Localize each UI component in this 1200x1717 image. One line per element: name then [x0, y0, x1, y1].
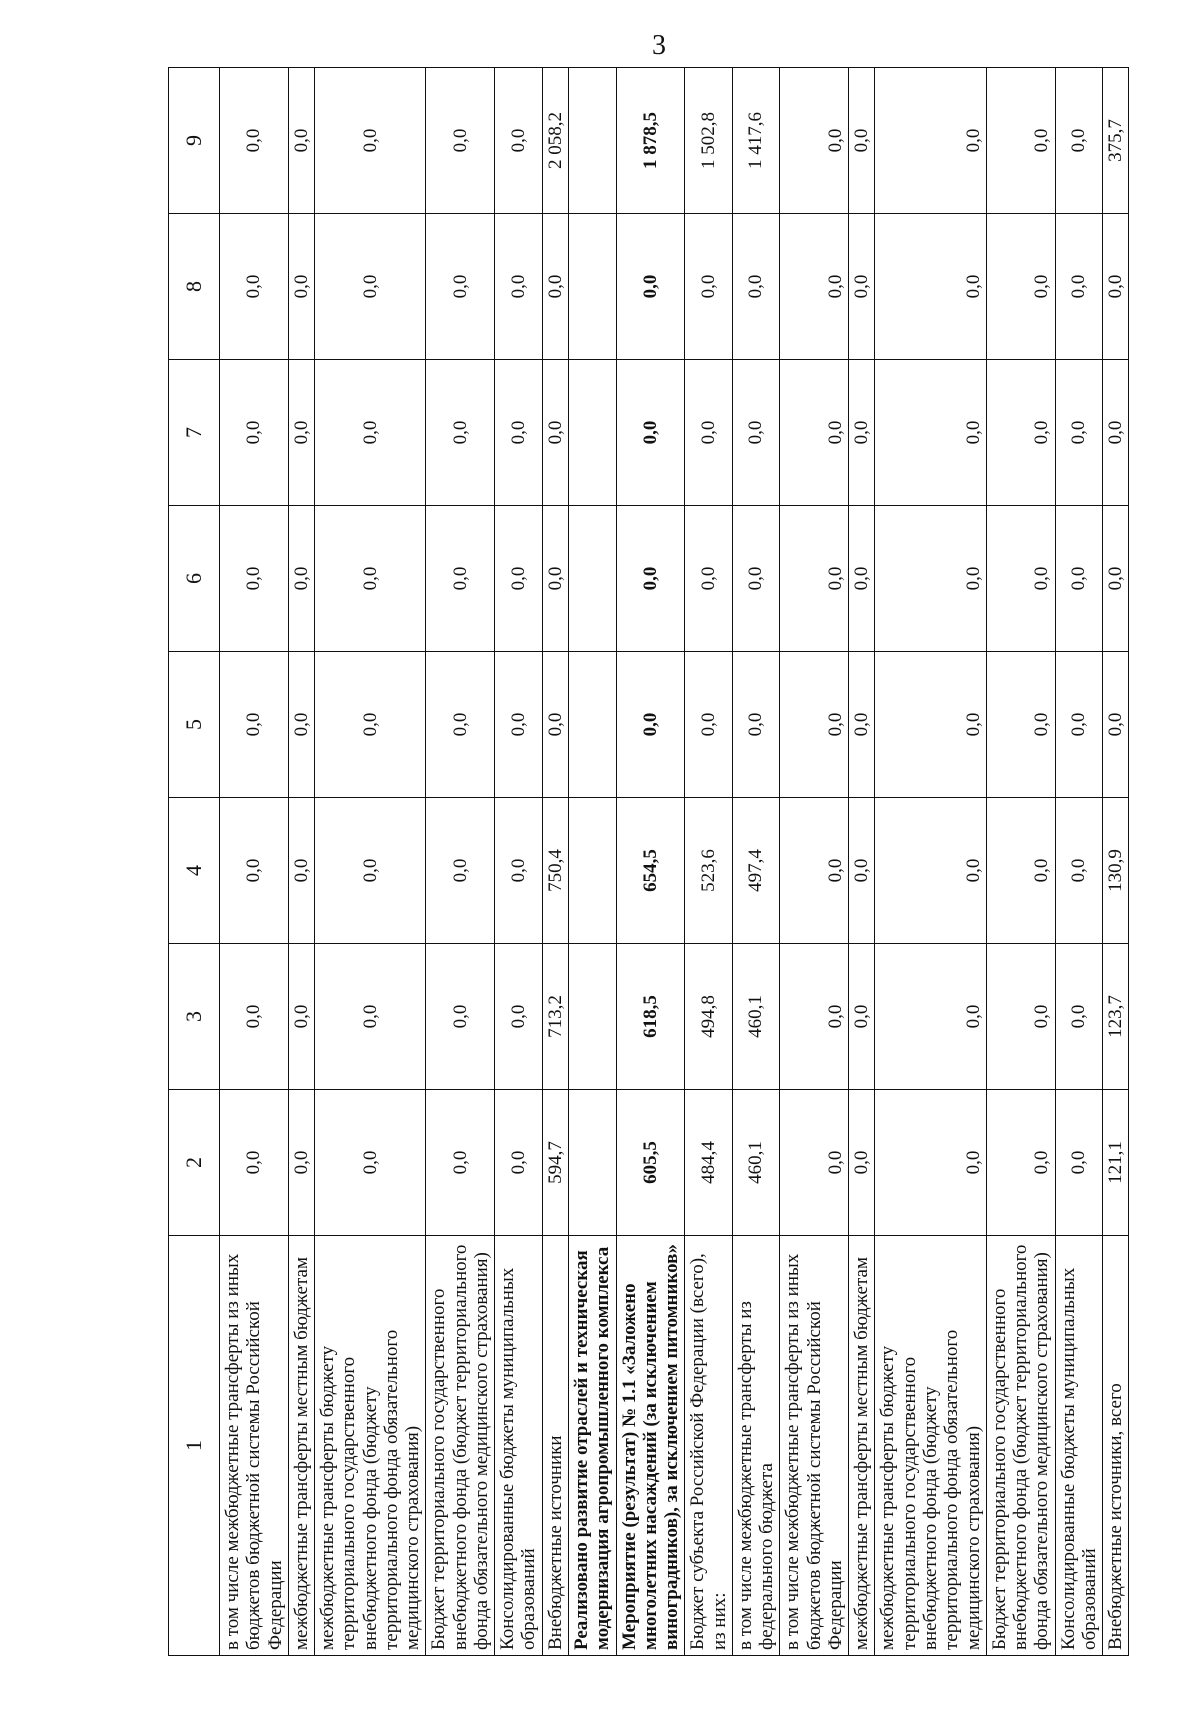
table-cell: 0,0 — [986, 506, 1055, 652]
rotated-table-wrapper — [168, 68, 1127, 1656]
table-row — [986, 68, 1055, 1656]
table-cell: 0,0 — [426, 1090, 495, 1236]
table-row — [220, 68, 289, 1656]
table-cell — [568, 360, 616, 506]
table-cell: 0,0 — [288, 68, 314, 214]
table-cell: 0,0 — [542, 214, 568, 360]
table-cell: 523,6 — [685, 798, 733, 944]
table-cell: 0,0 — [495, 68, 543, 214]
page-number: 3 — [652, 30, 666, 61]
table-cell — [568, 652, 616, 798]
table-cell: 0,0 — [875, 506, 986, 652]
table-cell: 0,0 — [426, 506, 495, 652]
table-cell: 0,0 — [986, 360, 1055, 506]
column-header: 5 — [169, 652, 220, 798]
row-label: межбюджетные трансферты местным бюджетам — [849, 1236, 875, 1656]
row-label: межбюджетные трансферты бюджету территориального государственного внебюджетного фонда (бюджету территориального фонда обязательного медицинского страхования) — [875, 1236, 986, 1656]
table-cell: 460,1 — [732, 944, 780, 1090]
table-cell: 0,0 — [315, 360, 426, 506]
table-cell: 605,5 — [616, 1090, 685, 1236]
table-cell: 0,0 — [986, 944, 1055, 1090]
table-cell: 0,0 — [220, 652, 289, 798]
table-cell: 0,0 — [495, 360, 543, 506]
table-cell: 0,0 — [288, 506, 314, 652]
table-cell: 0,0 — [849, 68, 875, 214]
table-cell: 0,0 — [1055, 798, 1103, 944]
table-cell: 0,0 — [542, 360, 568, 506]
table-cell: 0,0 — [220, 798, 289, 944]
table-cell: 0,0 — [495, 506, 543, 652]
table-cell: 0,0 — [849, 214, 875, 360]
measure-label: Мероприятие (результат) № 1.1 «Заложено многолетних насаждений (за исключением виноградников), за исключением питомников» — [616, 1236, 685, 1656]
table-row — [542, 68, 568, 1656]
table-cell: 0,0 — [220, 506, 289, 652]
table-cell: 0,0 — [685, 506, 733, 652]
table-cell: 0,0 — [616, 652, 685, 798]
table-row-measure — [616, 68, 685, 1656]
table-cell: 0,0 — [1103, 214, 1129, 360]
table-cell: 1 878,5 — [616, 68, 685, 214]
table-cell: 460,1 — [732, 1090, 780, 1236]
table-cell: 123,7 — [1103, 944, 1129, 1090]
table-cell: 594,7 — [542, 1090, 568, 1236]
table-row — [1055, 68, 1103, 1656]
row-label: Бюджет территориального государственного внебюджетного фонда (бюджет территориального фонда обязательного медицинского страхования) — [986, 1236, 1055, 1656]
table-cell: 0,0 — [495, 214, 543, 360]
table-cell: 0,0 — [1103, 360, 1129, 506]
table-cell: 494,8 — [685, 944, 733, 1090]
table-cell: 484,4 — [685, 1090, 733, 1236]
table-cell: 0,0 — [288, 652, 314, 798]
column-header: 2 — [169, 1090, 220, 1236]
column-header: 3 — [169, 944, 220, 1090]
table-header-row — [169, 68, 220, 1656]
table-cell — [568, 68, 616, 214]
column-header: 1 — [169, 1236, 220, 1656]
table-cell: 0,0 — [732, 506, 780, 652]
table-cell: 0,0 — [986, 652, 1055, 798]
table-cell: 0,0 — [732, 360, 780, 506]
table-cell: 0,0 — [685, 214, 733, 360]
table-cell: 0,0 — [315, 798, 426, 944]
table-cell: 0,0 — [315, 944, 426, 1090]
table-cell: 0,0 — [220, 214, 289, 360]
row-label: в том числе межбюджетные трансферты из иных бюджетов бюджетной системы Российской Федерации — [780, 1236, 849, 1656]
table-cell: 0,0 — [1055, 652, 1103, 798]
column-header: 4 — [169, 798, 220, 944]
table-row — [1103, 68, 1129, 1656]
table-cell: 0,0 — [780, 68, 849, 214]
table-cell: 0,0 — [495, 798, 543, 944]
table-cell: 0,0 — [986, 214, 1055, 360]
table-cell: 0,0 — [780, 944, 849, 1090]
row-label: в том числе межбюджетные трансферты из федерального бюджета — [732, 1236, 780, 1656]
table-cell: 0,0 — [780, 360, 849, 506]
table-cell: 0,0 — [875, 360, 986, 506]
table-row-section — [568, 68, 616, 1656]
row-label: Консолидированные бюджеты муниципальных образований — [495, 1236, 543, 1656]
table-cell: 0,0 — [685, 360, 733, 506]
table-cell: 0,0 — [616, 214, 685, 360]
table-cell: 0,0 — [426, 214, 495, 360]
table-cell: 0,0 — [875, 798, 986, 944]
table-cell: 0,0 — [1055, 944, 1103, 1090]
table-cell: 0,0 — [288, 798, 314, 944]
table-row — [288, 68, 314, 1656]
table-cell: 713,2 — [542, 944, 568, 1090]
table-cell: 750,4 — [542, 798, 568, 944]
table-cell: 0,0 — [875, 652, 986, 798]
table-cell: 0,0 — [288, 214, 314, 360]
table-cell: 0,0 — [315, 214, 426, 360]
table-cell: 0,0 — [986, 68, 1055, 214]
table-cell: 0,0 — [315, 652, 426, 798]
table-row — [875, 68, 986, 1656]
table-cell: 0,0 — [875, 1090, 986, 1236]
row-label: межбюджетные трансферты бюджету территориального государственного внебюджетного фонда (бюджету территориального фонда обязательного медицинского страхования) — [315, 1236, 426, 1656]
table-cell: 0,0 — [732, 214, 780, 360]
row-label: в том числе межбюджетные трансферты из иных бюджетов бюджетной системы Российской Федерации — [220, 1236, 289, 1656]
row-label: Бюджет территориального государственного внебюджетного фонда (бюджет территориального фонда обязательного медицинского страхования) — [426, 1236, 495, 1656]
table-cell: 0,0 — [780, 1090, 849, 1236]
table-cell: 0,0 — [288, 360, 314, 506]
table-cell: 0,0 — [780, 652, 849, 798]
table-cell: 0,0 — [732, 652, 780, 798]
table-cell — [568, 506, 616, 652]
table-cell: 0,0 — [315, 506, 426, 652]
table-cell: 1 502,8 — [685, 68, 733, 214]
table-row — [849, 68, 875, 1656]
table-cell: 1 417,6 — [732, 68, 780, 214]
table-cell: 0,0 — [616, 360, 685, 506]
table-cell: 0,0 — [685, 652, 733, 798]
table-cell: 0,0 — [220, 944, 289, 1090]
column-header: 7 — [169, 360, 220, 506]
table-cell: 0,0 — [426, 944, 495, 1090]
table-cell: 0,0 — [849, 652, 875, 798]
table-cell: 0,0 — [875, 214, 986, 360]
table-cell: 0,0 — [495, 944, 543, 1090]
table-cell: 0,0 — [1055, 1090, 1103, 1236]
table-cell: 0,0 — [1055, 214, 1103, 360]
table-cell: 0,0 — [875, 944, 986, 1090]
table-cell: 0,0 — [849, 1090, 875, 1236]
table-cell: 0,0 — [426, 798, 495, 944]
row-label: Внебюджетные источники — [542, 1236, 568, 1656]
table-cell: 0,0 — [426, 360, 495, 506]
row-label: Внебюджетные источники, всего — [1103, 1236, 1129, 1656]
table-row — [685, 68, 733, 1656]
table-cell: 2 058,2 — [542, 68, 568, 214]
table-cell: 497,4 — [732, 798, 780, 944]
table-cell — [568, 798, 616, 944]
table-row — [495, 68, 543, 1656]
table-cell: 0,0 — [315, 1090, 426, 1236]
column-header: 9 — [169, 68, 220, 214]
table-cell: 0,0 — [780, 798, 849, 944]
table-cell: 0,0 — [1055, 506, 1103, 652]
table-row — [780, 68, 849, 1656]
table-row — [426, 68, 495, 1656]
table-cell: 654,5 — [616, 798, 685, 944]
row-label: межбюджетные трансферты местным бюджетам — [288, 1236, 314, 1656]
row-label: Консолидированные бюджеты муниципальных образований — [1055, 1236, 1103, 1656]
table-cell: 0,0 — [220, 360, 289, 506]
table-cell: 130,9 — [1103, 798, 1129, 944]
table-cell: 0,0 — [495, 652, 543, 798]
table-cell: 0,0 — [288, 1090, 314, 1236]
table-cell: 0,0 — [495, 1090, 543, 1236]
table-cell: 0,0 — [1103, 652, 1129, 798]
table-cell: 0,0 — [875, 68, 986, 214]
table-cell: 0,0 — [315, 68, 426, 214]
table-cell: 0,0 — [288, 944, 314, 1090]
column-header: 6 — [169, 506, 220, 652]
table-cell: 0,0 — [542, 506, 568, 652]
column-header: 8 — [169, 214, 220, 360]
table-cell — [568, 214, 616, 360]
row-label: Бюджет субъекта Российской Федерации (всего), из них: — [685, 1236, 733, 1656]
table-cell: 375,7 — [1103, 68, 1129, 214]
table-cell: 0,0 — [426, 652, 495, 798]
table-cell: 0,0 — [849, 360, 875, 506]
table-cell: 0,0 — [220, 1090, 289, 1236]
table-cell — [568, 1090, 616, 1236]
table-cell: 0,0 — [542, 652, 568, 798]
table-cell: 618,5 — [616, 944, 685, 1090]
table-cell: 0,0 — [426, 68, 495, 214]
table-cell: 0,0 — [849, 506, 875, 652]
table-cell: 121,1 — [1103, 1090, 1129, 1236]
section-heading: Реализовано развитие отраслей и техническая модернизация агропромышленного комплекса — [568, 1236, 616, 1656]
table-row — [315, 68, 426, 1656]
table-cell: 0,0 — [849, 798, 875, 944]
table-cell: 0,0 — [780, 214, 849, 360]
table-row — [732, 68, 780, 1656]
budget-table — [168, 67, 1129, 1656]
table-cell: 0,0 — [1103, 506, 1129, 652]
table-cell: 0,0 — [220, 68, 289, 214]
table-cell — [568, 944, 616, 1090]
table-cell: 0,0 — [780, 506, 849, 652]
table-cell: 0,0 — [849, 944, 875, 1090]
table-cell: 0,0 — [1055, 360, 1103, 506]
table-cell: 0,0 — [986, 1090, 1055, 1236]
table-cell: 0,0 — [986, 798, 1055, 944]
table-cell: 0,0 — [616, 506, 685, 652]
table-cell: 0,0 — [1055, 68, 1103, 214]
